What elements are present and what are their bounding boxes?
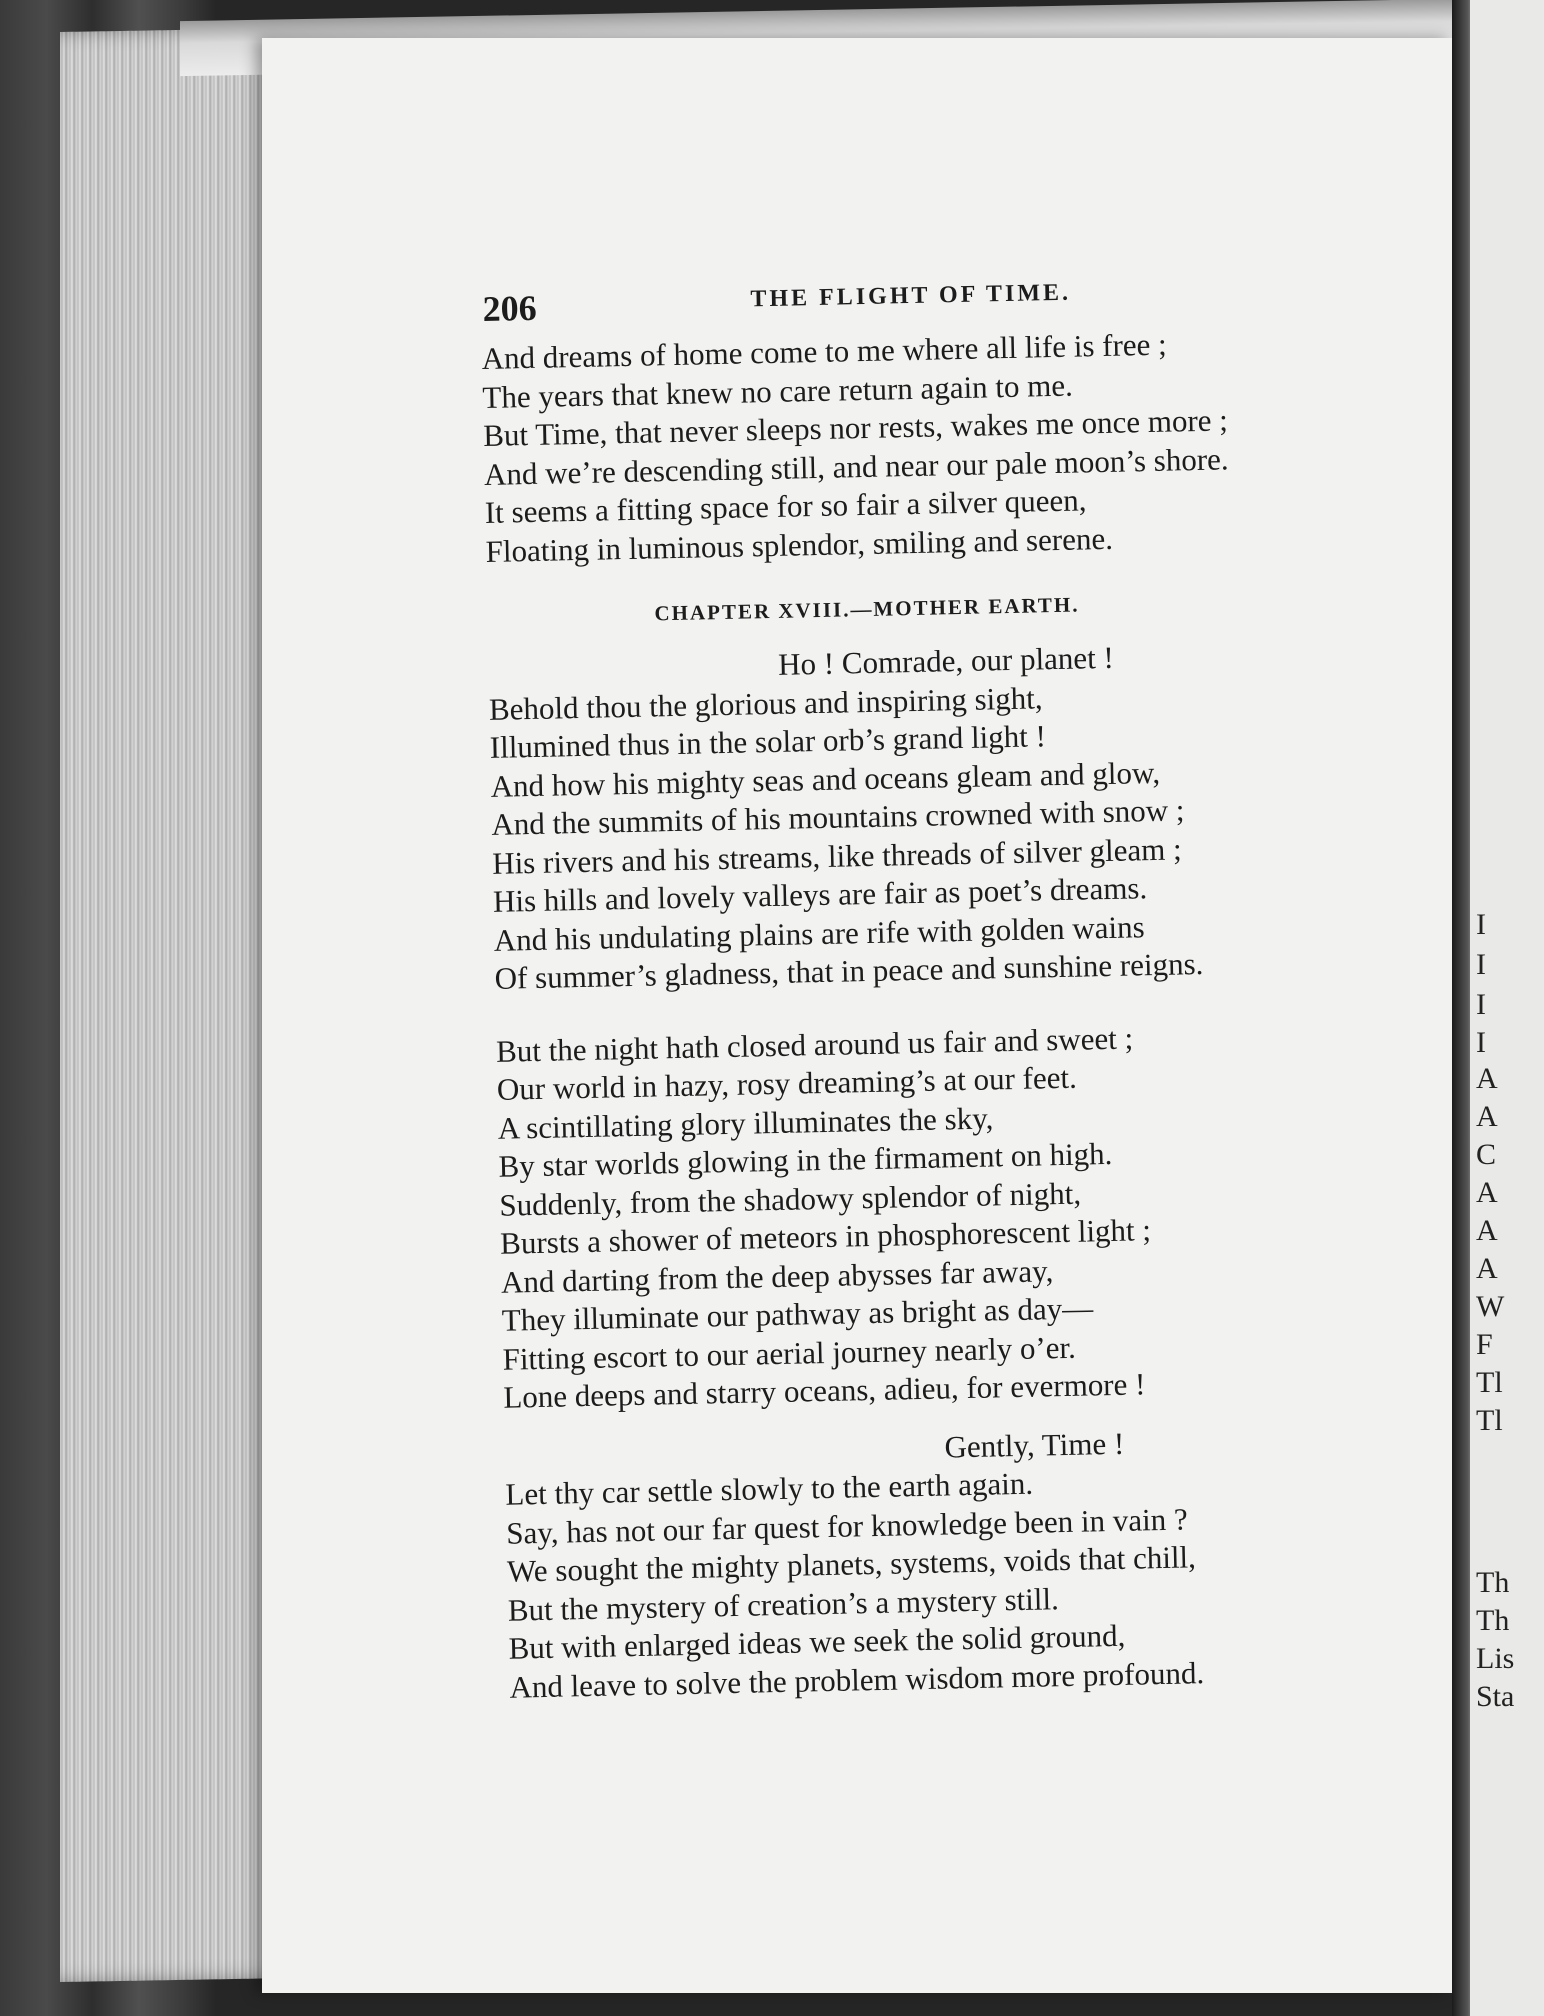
verse-line: Illumined thus in the solar orb’s grand light !	[489, 718, 1047, 765]
stanza-mother-earth	[488, 632, 1435, 998]
page-number: 206	[482, 287, 538, 329]
facing-page-fragment: I	[1476, 1026, 1486, 1059]
verse-line: Lone deeps and starry oceans, adieu, for evermore !	[503, 1366, 1146, 1415]
facing-page-fragment: Sta	[1476, 1680, 1515, 1713]
facing-page	[1470, 0, 1544, 2016]
facing-page-fragment: A	[1476, 1176, 1498, 1209]
stanza-opening-line: Gently, Time !	[944, 1425, 1125, 1465]
verse-line: Behold thou the glorious and inspiring sight,	[488, 679, 1043, 727]
verse-line: And his undulating plains are rife with golden wains	[493, 908, 1145, 958]
verse-line: It seems a fitting space for so fair a silver queen,	[484, 482, 1087, 530]
facing-page-fragment: Th	[1476, 1566, 1510, 1599]
opening-stanza	[481, 320, 1426, 571]
verse-line: A scintillating glory illuminates the sky,	[497, 1099, 994, 1146]
verse-line: And leave to solve the problem wisdom more profound.	[509, 1654, 1205, 1705]
facing-page-fragment: I	[1476, 988, 1486, 1021]
verse-line: And darting from the deep abysses far away,	[500, 1252, 1054, 1300]
verse-line: And dreams of home come to me where all life is free ;	[481, 326, 1168, 376]
facing-page-fragment: F	[1476, 1328, 1493, 1361]
verse-line: And we’re descending still, and near our pale moon’s shore.	[483, 440, 1229, 492]
stanza-night	[496, 1013, 1444, 1418]
facing-page-fragment: I	[1476, 908, 1486, 941]
verse-line: Suddenly, from the shadowy splendor of night,	[499, 1175, 1082, 1223]
stanza-gently-time	[504, 1418, 1449, 1707]
facing-page-fragment: A	[1476, 1062, 1498, 1095]
stanza-opening-line: Ho ! Comrade, our planet !	[777, 639, 1115, 682]
verse-line: The years that knew no care return again to me.	[482, 367, 1074, 415]
verse-line: And the summits of his mountains crowned with snow ;	[491, 792, 1185, 842]
running-title: THE FLIGHT OF TIME.	[750, 279, 1072, 313]
verse-line: We sought the mighty planets, systems, voids that chill,	[506, 1539, 1197, 1589]
verse-line: Say, has not our far quest for knowledge been in vain ?	[505, 1500, 1188, 1551]
facing-page-fragment: A	[1476, 1214, 1498, 1247]
facing-page-fragment: Tl	[1476, 1404, 1503, 1437]
verse-line: But the mystery of creation’s a mystery still.	[507, 1580, 1060, 1628]
verse-line: Floating in luminous splendor, smiling and serene.	[485, 520, 1114, 569]
facing-page-fragment: Lis	[1476, 1642, 1515, 1675]
verse-line: They illuminate our pathway as bright as day—	[501, 1290, 1094, 1338]
verse-line: Our world in hazy, rosy dreaming’s at our feet.	[496, 1059, 1078, 1107]
verse-line: Let thy car settle slowly to the earth again.	[505, 1465, 1034, 1512]
verse-line: By star worlds glowing in the firmament on high.	[498, 1135, 1113, 1184]
verse-line: But with enlarged ideas we seek the solid ground,	[508, 1617, 1126, 1666]
verse-line: But Time, that never sleeps nor rests, wakes me once more ;	[482, 402, 1229, 453]
page-text	[480, 260, 1450, 1706]
verse-line: Fitting escort to our aerial journey nearly o’er.	[502, 1329, 1077, 1377]
facing-page-fragment: A	[1476, 1252, 1498, 1285]
verse-line: But the night hath closed around us fair and sweet ;	[495, 1019, 1134, 1069]
verse-line: Bursts a shower of meteors in phosphorescent light ;	[499, 1212, 1152, 1261]
book-page-edges	[60, 28, 290, 1982]
facing-page-fragment: Tl	[1476, 1366, 1503, 1399]
verse-line: His hills and lovely valleys are fair as poet’s dreams.	[492, 870, 1148, 919]
verse-line: And how his mighty seas and oceans gleam and glow,	[490, 754, 1161, 804]
verse-line: Of summer’s gladness, that in peace and sunshine reigns.	[494, 946, 1204, 996]
facing-page-fragment: W	[1476, 1290, 1505, 1323]
verse-line: His rivers and his streams, like threads of silver gleam ;	[491, 830, 1183, 881]
facing-page-fragment: C	[1476, 1138, 1497, 1171]
facing-page-fragment: A	[1476, 1100, 1498, 1133]
chapter-heading: CHAPTER XVIII.—MOTHER EARTH.	[654, 592, 1080, 626]
facing-page-fragment: Th	[1476, 1604, 1510, 1637]
facing-page-fragment: I	[1476, 948, 1486, 981]
